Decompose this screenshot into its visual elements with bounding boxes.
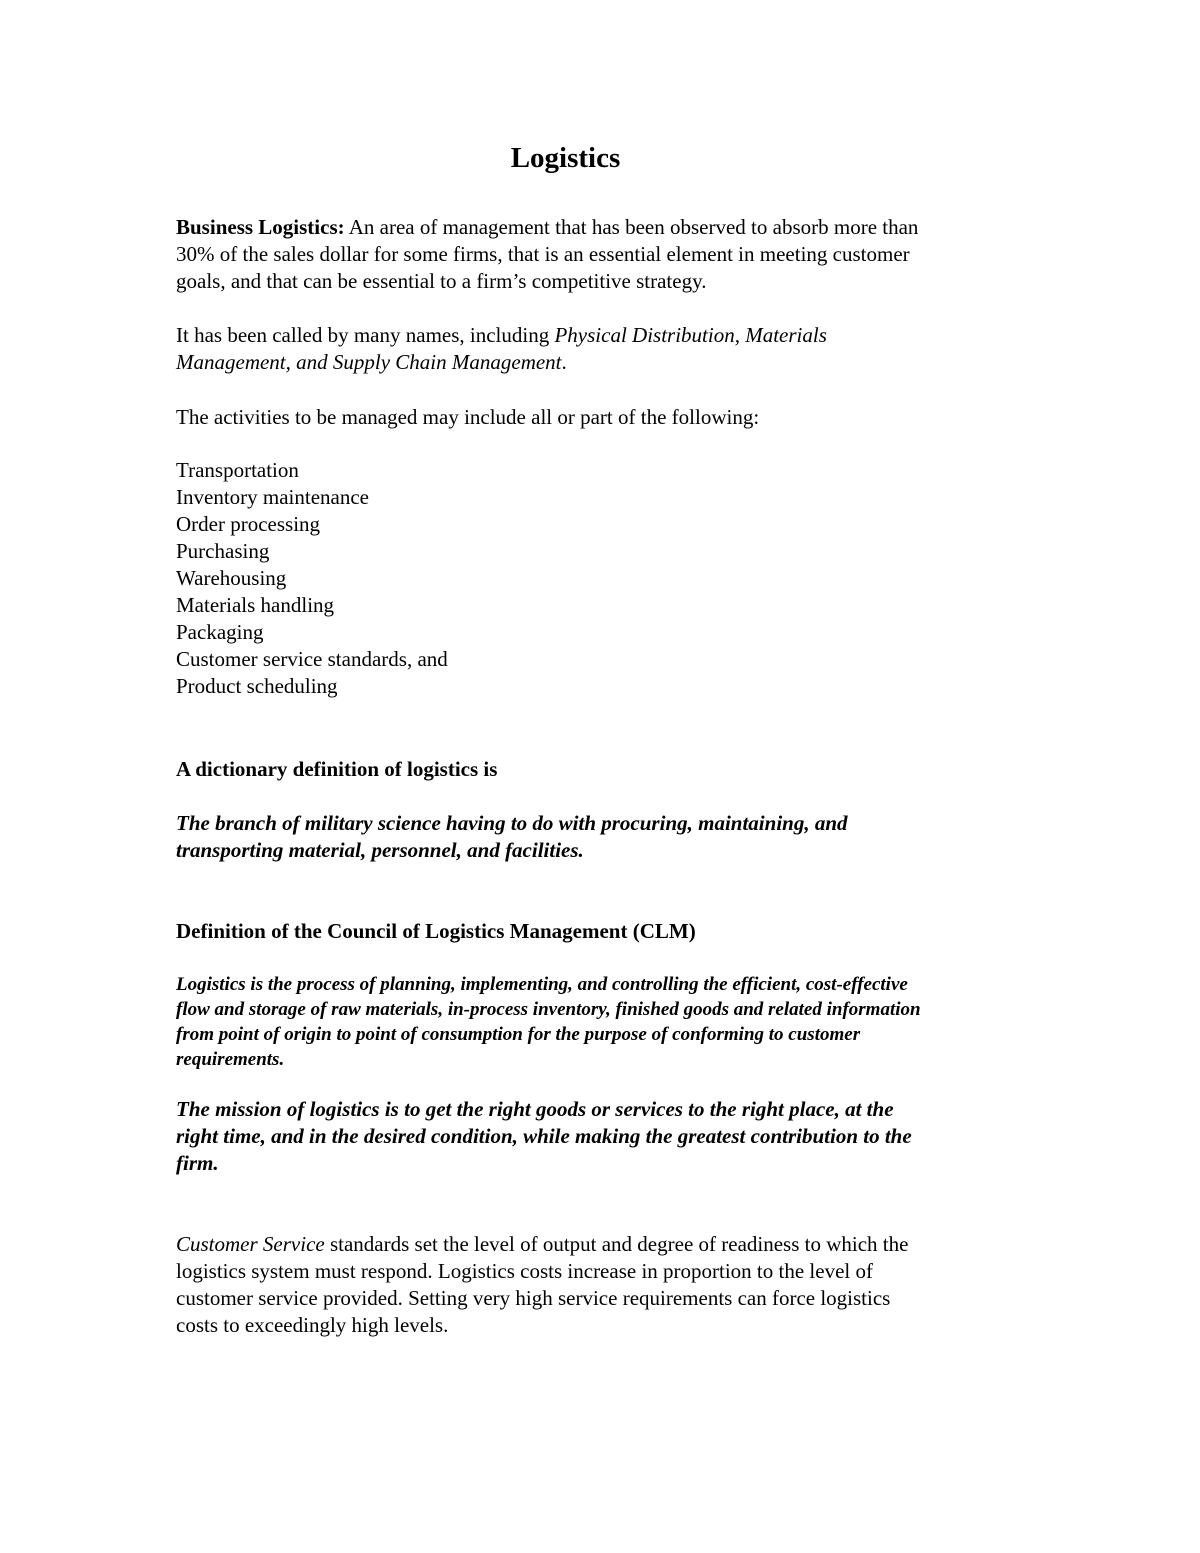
dictionary-heading: A dictionary definition of logistics is	[176, 757, 498, 781]
customer-service-line: costs to exceedingly high levels.	[176, 1313, 449, 1337]
business-logistics-line	[176, 214, 1036, 241]
list-item: Customer service standards, and	[176, 647, 448, 671]
customer-service-line: customer service provided. Setting very high service requirements can force logistics	[176, 1286, 891, 1310]
definition-line: flow and storage of raw materials, in-process inventory, finished goods and related information	[176, 999, 921, 1020]
mission-line: firm.	[176, 1151, 219, 1175]
names-italic-part1: Physical Distribution, Materials	[554, 323, 827, 347]
list-item: Inventory maintenance	[176, 485, 369, 509]
list-item: Order processing	[176, 512, 321, 536]
names-line	[176, 322, 1036, 349]
customer-service-line: logistics system must respond. Logistics costs increase in proportion to the level of	[176, 1259, 873, 1283]
list-item: Packaging	[176, 620, 264, 644]
business-logistics-line: 30% of the sales dollar for some firms, that is an essential element in meeting customer	[176, 242, 910, 266]
names-end: .	[561, 350, 567, 374]
customer-service-text: standards set the level of output and degree of readiness to which the	[324, 1232, 909, 1256]
customer-service-line	[176, 1231, 1036, 1258]
list-item: Warehousing	[176, 566, 287, 590]
definition-line: Logistics is the process of planning, implementing, and controlling the efficient, cost-effective	[176, 974, 908, 995]
activities-list	[176, 457, 1036, 700]
list-item: Purchasing	[176, 539, 270, 563]
mission-line: The mission of logistics is to get the right goods or services to the right place, at the	[176, 1097, 894, 1121]
dictionary-definition	[176, 810, 1036, 864]
business-logistics-text: An area of management that has been observed to absorb more than	[344, 215, 919, 239]
definition-line: from point of origin to point of consumption for the purpose of conforming to customer	[176, 1024, 861, 1045]
names-intro: It has been called by many names, including	[176, 323, 555, 347]
business-logistics-term: Business Logistics:	[176, 215, 345, 239]
activities-intro: The activities to be managed may include all or part of the following:	[176, 405, 760, 429]
business-logistics-line: goals, and that can be essential to a firm’s competitive strategy.	[176, 269, 707, 293]
names-italic-part2: Management, and Supply Chain Management	[176, 350, 562, 374]
clm-heading: Definition of the Council of Logistics Management (CLM)	[176, 919, 696, 943]
list-item: Materials handling	[176, 593, 335, 617]
names-paragraph	[176, 322, 1036, 376]
customer-service-paragraph	[176, 1231, 1036, 1339]
definition-line: transporting material, personnel, and facilities.	[176, 838, 584, 862]
customer-service-term: Customer Service	[176, 1232, 325, 1256]
definition-line: The branch of military science having to do with procuring, maintaining, and	[176, 811, 848, 835]
mission-statement	[176, 1096, 1036, 1177]
list-item: Product scheduling	[176, 674, 338, 698]
business-logistics-paragraph	[176, 214, 1036, 295]
definition-line: requirements.	[176, 1049, 285, 1070]
list-item: Transportation	[176, 458, 299, 482]
document-title: Logistics	[510, 142, 621, 174]
mission-line: right time, and in the desired condition, while making the greatest contribution to the	[176, 1124, 912, 1148]
names-line	[176, 349, 1036, 376]
clm-definition	[176, 972, 1036, 1072]
